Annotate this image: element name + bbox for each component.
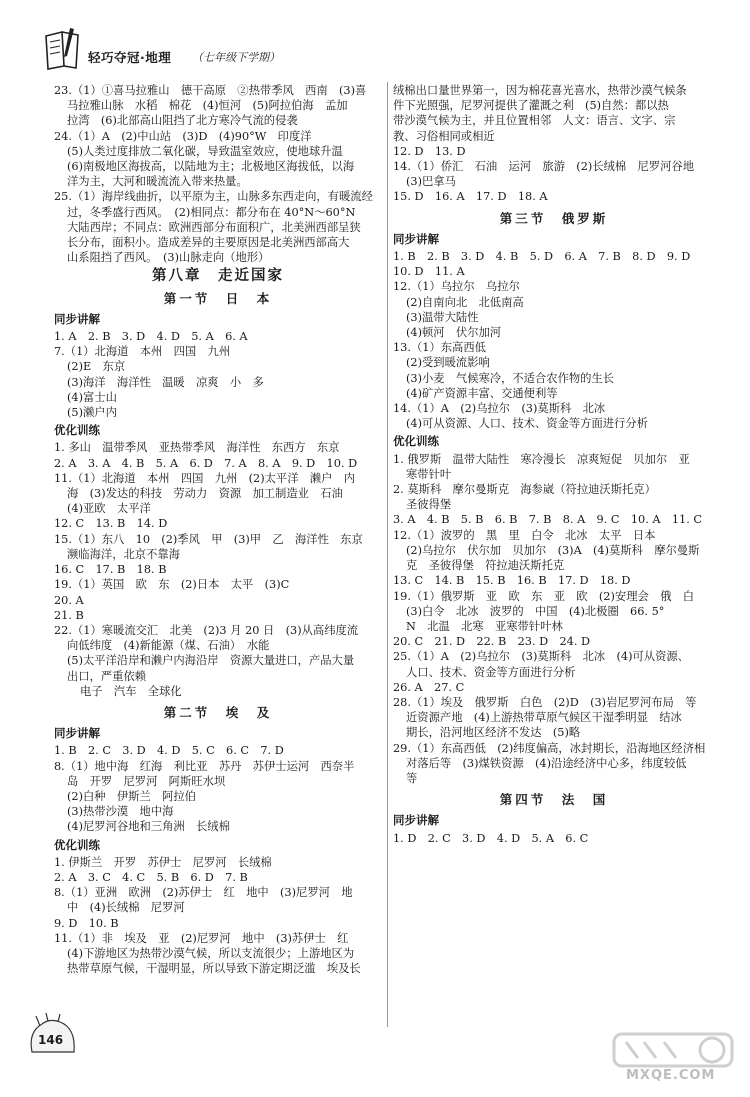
subsection-heading: 优化训练 — [54, 837, 100, 852]
answer-line: (3)巴拿马 — [406, 175, 456, 189]
answer-line: (3)海洋 海洋性 温暖 凉爽 小 多 — [67, 375, 264, 389]
answer-line: 近资源产地 (4)上游热带草原气候区干湿季明显 结冰 — [406, 711, 682, 725]
subsection-heading: 同步讲解 — [393, 231, 439, 246]
answer-line: 大陆西岸；不同点：欧洲西部分布面积广，北美洲西部呈狭 — [67, 220, 361, 234]
subsection-heading: 优化训练 — [54, 423, 100, 438]
grade-subtitle: （七年级下学期） — [192, 51, 280, 64]
answer-line: 马拉雅山脉 水稻 棉花 (4)恒河 (5)阿拉伯海 孟加 — [67, 99, 348, 113]
answer-line: 1. 伊斯兰 开罗 苏伊士 尼罗河 长绒棉 — [54, 855, 272, 869]
answer-line: 3. A 4. B 5. B 6. B 7. B 8. A 9. C 10. A 11. C — [393, 513, 703, 527]
answer-line: (2)E 东京 — [67, 360, 126, 374]
subsection-heading: 优化训练 — [393, 434, 439, 449]
answer-line: 濒临海洋，北京不靠海 — [67, 547, 180, 561]
answer-line: 等 — [406, 771, 418, 785]
answer-line: 人口、技术、资金等方面进行分析 — [406, 665, 576, 679]
answer-line: 过，冬季盛行西风。 (2)相同点：都分布在 40°N～60°N — [67, 205, 356, 219]
answer-line: 20. C 21. D 22. B 23. D 24. D — [393, 635, 591, 649]
answer-line: 洋为主，大河和暖流流入带来热量。 — [67, 175, 248, 189]
answer-line: (3)小麦 气候寒冷，不适合农作物的生长 — [406, 371, 615, 385]
answer-line: (2)乌拉尔 伏尔加 贝加尔 (3)A (4)莫斯科 摩尔曼斯 — [406, 543, 700, 557]
answer-line: 1. A 2. B 3. D 4. D 5. A 6. A — [54, 330, 248, 344]
answer-line: 1. B 2. C 3. D 4. D 5. C 6. C 7. D — [54, 744, 284, 758]
answer-line: 28.（1）埃及 俄罗斯 白色 (2)D (3)岩尼罗河布局 等 — [393, 695, 697, 709]
answer-line: (4)可从资源、人口、技术、资金等方面进行分析 — [406, 417, 648, 431]
answer-line: 1. D 2. C 3. D 4. D 5. A 6. C — [393, 831, 589, 845]
answer-line: 电子 汽车 全球化 — [80, 684, 182, 698]
answer-line: 1. 多山 温带季风 亚热带季风 海洋性 东西方 东京 — [54, 441, 340, 455]
section-title: 第二节 埃 及 — [163, 704, 273, 720]
answer-line: N 北温 北寒 亚寒带针叶林 — [406, 619, 563, 633]
answer-line: 向低纬度 (4)新能源（煤、石油） 水能 — [67, 639, 270, 653]
answer-line: 寒带针叶 — [406, 467, 452, 481]
answer-line: 29.（1）东高西低 (2)纬度偏高，冰封期长，沿海地区经济相 — [393, 741, 706, 755]
answer-line: 中 (4)长绒棉 尼罗河 — [67, 901, 185, 915]
answer-line: 圣彼得堡 — [406, 498, 452, 512]
answer-line: (4)富士山 — [67, 390, 117, 404]
series-title: 轻巧夺冠·地理 — [88, 50, 172, 65]
answer-line: 2. A 3. C 4. C 5. B 6. D 7. B — [54, 870, 248, 884]
answer-line: (4)下游地区为热带沙漠气候，所以支流很少；上游地区为 — [67, 946, 355, 960]
subsection-heading: 同步讲解 — [54, 726, 100, 741]
watermark-text: MXQE.COM — [626, 1068, 716, 1083]
answer-line: 12. D 13. D — [393, 144, 466, 158]
answer-line: 14.（1）侨汇 石油 运河 旅游 (2)长绒棉 尼罗河谷地 — [393, 160, 694, 174]
answer-line: 8.（1）亚洲 欧洲 (2)苏伊士 红 地中 (3)尼罗河 地 — [54, 886, 353, 900]
page-number: 146 — [38, 1033, 64, 1047]
section-title: 第四节 法 国 — [499, 792, 609, 808]
answer-line: 教、习俗相同或相近 — [393, 129, 495, 143]
answer-line: 12.（1）波罗的 黑 里 白令 北冰 太平 日本 — [393, 528, 656, 542]
answer-line: 20. A — [54, 593, 84, 607]
answer-line: (6)南极地区海拔高，以陆地为主；北极地区海拔低，以海 — [67, 160, 355, 174]
answer-line: 9. D 10. B — [54, 916, 119, 930]
answer-line: 1. B 2. B 3. D 4. B 5. D 6. A 7. B 8. D 9. D — [393, 250, 691, 264]
chapter-title: 第八章 走近国家 — [152, 268, 284, 285]
answer-line: 2. 莫斯科 摩尔曼斯克 海参崴（符拉迪沃斯托克） — [393, 483, 656, 497]
answer-line: 长分布，面积小。造成差异的主要原因是北美洲西部高大 — [67, 236, 350, 250]
answer-line: 15. D 16. A 17. D 18. A — [393, 190, 548, 204]
answer-line: 绒棉出口量世界第一，因为棉花喜光喜水，热带沙漠气候条 — [393, 84, 687, 97]
right-column — [393, 83, 715, 846]
answer-line: 16. C 17. B 18. B — [54, 563, 167, 577]
answer-line: 带沙漠气候为主，并且位置相邻 人文：语言、文字、宗 — [393, 114, 676, 128]
left-column — [54, 83, 382, 976]
answer-line: (4)顿河 伏尔加河 — [406, 326, 502, 340]
answer-line: 岛 开罗 尼罗河 阿斯旺水坝 — [67, 774, 226, 788]
answer-line: (5)太平洋沿岸和濑户内海沿岸 资源大量进口，产品大量 — [67, 654, 355, 668]
answer-line: 8.（1）地中海 红海 利比亚 苏丹 苏伊士运河 西奈半 — [54, 759, 355, 773]
answer-line: 23.（1）①喜马拉雅山 德干高原 ②热带季风 西南 (3)喜 — [54, 84, 367, 97]
answer-line: 对落后等 (3)煤铁资源 (4)沿途经济中心多，纬度较低 — [406, 756, 687, 770]
answer-line: 10. D 11. A — [393, 265, 465, 279]
answer-line: 13. C 14. B 15. B 16. B 17. D 18. D — [393, 574, 631, 588]
book-pencil-logo-icon — [40, 26, 84, 72]
answer-line: 13.（1）东高西低 — [393, 341, 486, 355]
column-divider — [387, 82, 388, 1027]
answer-line: (3)热带沙漠 地中海 — [67, 805, 174, 819]
page-header — [40, 26, 370, 72]
answer-line: (2)白种 伊斯兰 阿拉伯 — [67, 789, 196, 803]
answer-line: (4)矿产资源丰富、交通便利等 — [406, 386, 558, 400]
answer-line: 1. 俄罗斯 温带大陆性 寒冷漫长 凉爽短促 贝加尔 亚 — [393, 452, 690, 466]
subsection-heading: 同步讲解 — [393, 813, 439, 828]
answer-line: 11.（1）北海道 本州 四国 九州 (2)太平洋 濑户 内 — [54, 471, 355, 485]
section-title: 第三节 俄罗斯 — [499, 210, 609, 226]
answer-line: 24.（1）A (2)中山站 (3)D (4)90°W 印度洋 — [54, 129, 312, 143]
answer-line: 19.（1）英国 欧 东 (2)日本 太平 (3)C — [54, 578, 290, 592]
answer-line: 15.（1）东八 10 (2)季风 甲 (3)甲 乙 海洋性 东京 — [54, 532, 363, 546]
answer-line: 21. B — [54, 608, 84, 622]
answer-line: 期长，沿河地区经济不发达 (5)略 — [406, 726, 581, 740]
answer-line: 19.（1）俄罗斯 亚 欧 东 亚 欧 (2)安理会 俄 白 — [393, 589, 694, 603]
answer-line: 热带草原气候，干湿明显，所以导致下游定期泛滥 埃及长 — [67, 962, 361, 976]
answer-line: (2)自南向北 北低南高 — [406, 295, 524, 309]
section-title: 第一节 日 本 — [163, 290, 273, 306]
answer-line: 12. C 13. B 14. D — [54, 517, 168, 531]
answer-line: 山系阻挡了西风。 (3)山脉走向（地形） — [67, 251, 270, 265]
answer-line: 12.（1）乌拉尔 乌拉尔 — [393, 280, 520, 294]
answer-line: 7.（1）北海道 本州 四国 九州 — [54, 345, 231, 359]
answer-line: 25.（1）A (2)乌拉尔 (3)莫斯科 北冰 (4)可从资源、 — [393, 650, 689, 664]
answer-line: 海 (3)发达的科技 劳动力 资源 加工制造业 石油 — [67, 487, 343, 501]
answer-line: (4)亚欧 太平洋 — [67, 502, 151, 516]
subsection-heading: 同步讲解 — [54, 311, 100, 326]
answer-line: 14.（1）A (2)乌拉尔 (3)莫斯科 北冰 — [393, 402, 606, 416]
answer-line: (4)尼罗河谷地和三角洲 长绒棉 — [67, 820, 230, 834]
answer-line: (5)濑户内 — [67, 406, 117, 420]
answer-line: (2)受到暖流影响 — [406, 356, 490, 370]
answer-line: 克 圣彼得堡 符拉迪沃斯托克 — [406, 559, 565, 573]
answer-line: 拉湾 (6)北部高山阻挡了北方寒冷气流的侵袭 — [67, 114, 298, 128]
answer-line: 11.（1）非 埃及 亚 (2)尼罗河 地中 (3)苏伊士 红 — [54, 931, 349, 945]
answer-line: 26. A 27. C — [393, 680, 465, 694]
answer-line: 25.（1）海岸线曲折，以平原为主，山脉多东西走向，有暖流经 — [54, 190, 373, 204]
answer-line: 22.（1）寒暖流交汇 北美 (2)3 月 20 日 (3)从高纬度流 — [54, 623, 359, 637]
answer-line: 件下光照强，尼罗河提供了灌溉之利 (5)自然：都以热 — [393, 99, 669, 113]
answer-line: (3)温带大陆性 — [406, 310, 479, 324]
answer-line: (5)人类过度排放二氧化碳，导致温室效应，使地球升温 — [67, 144, 343, 158]
answer-line: 2. A 3. A 4. B 5. A 6. D 7. A 8. A 9. D 10. D — [54, 456, 358, 470]
answer-line: (3)白令 北冰 波罗的 中国 (4)北极圈 66. 5° — [406, 604, 665, 618]
answer-line: 出口，严重依赖 — [67, 669, 147, 683]
